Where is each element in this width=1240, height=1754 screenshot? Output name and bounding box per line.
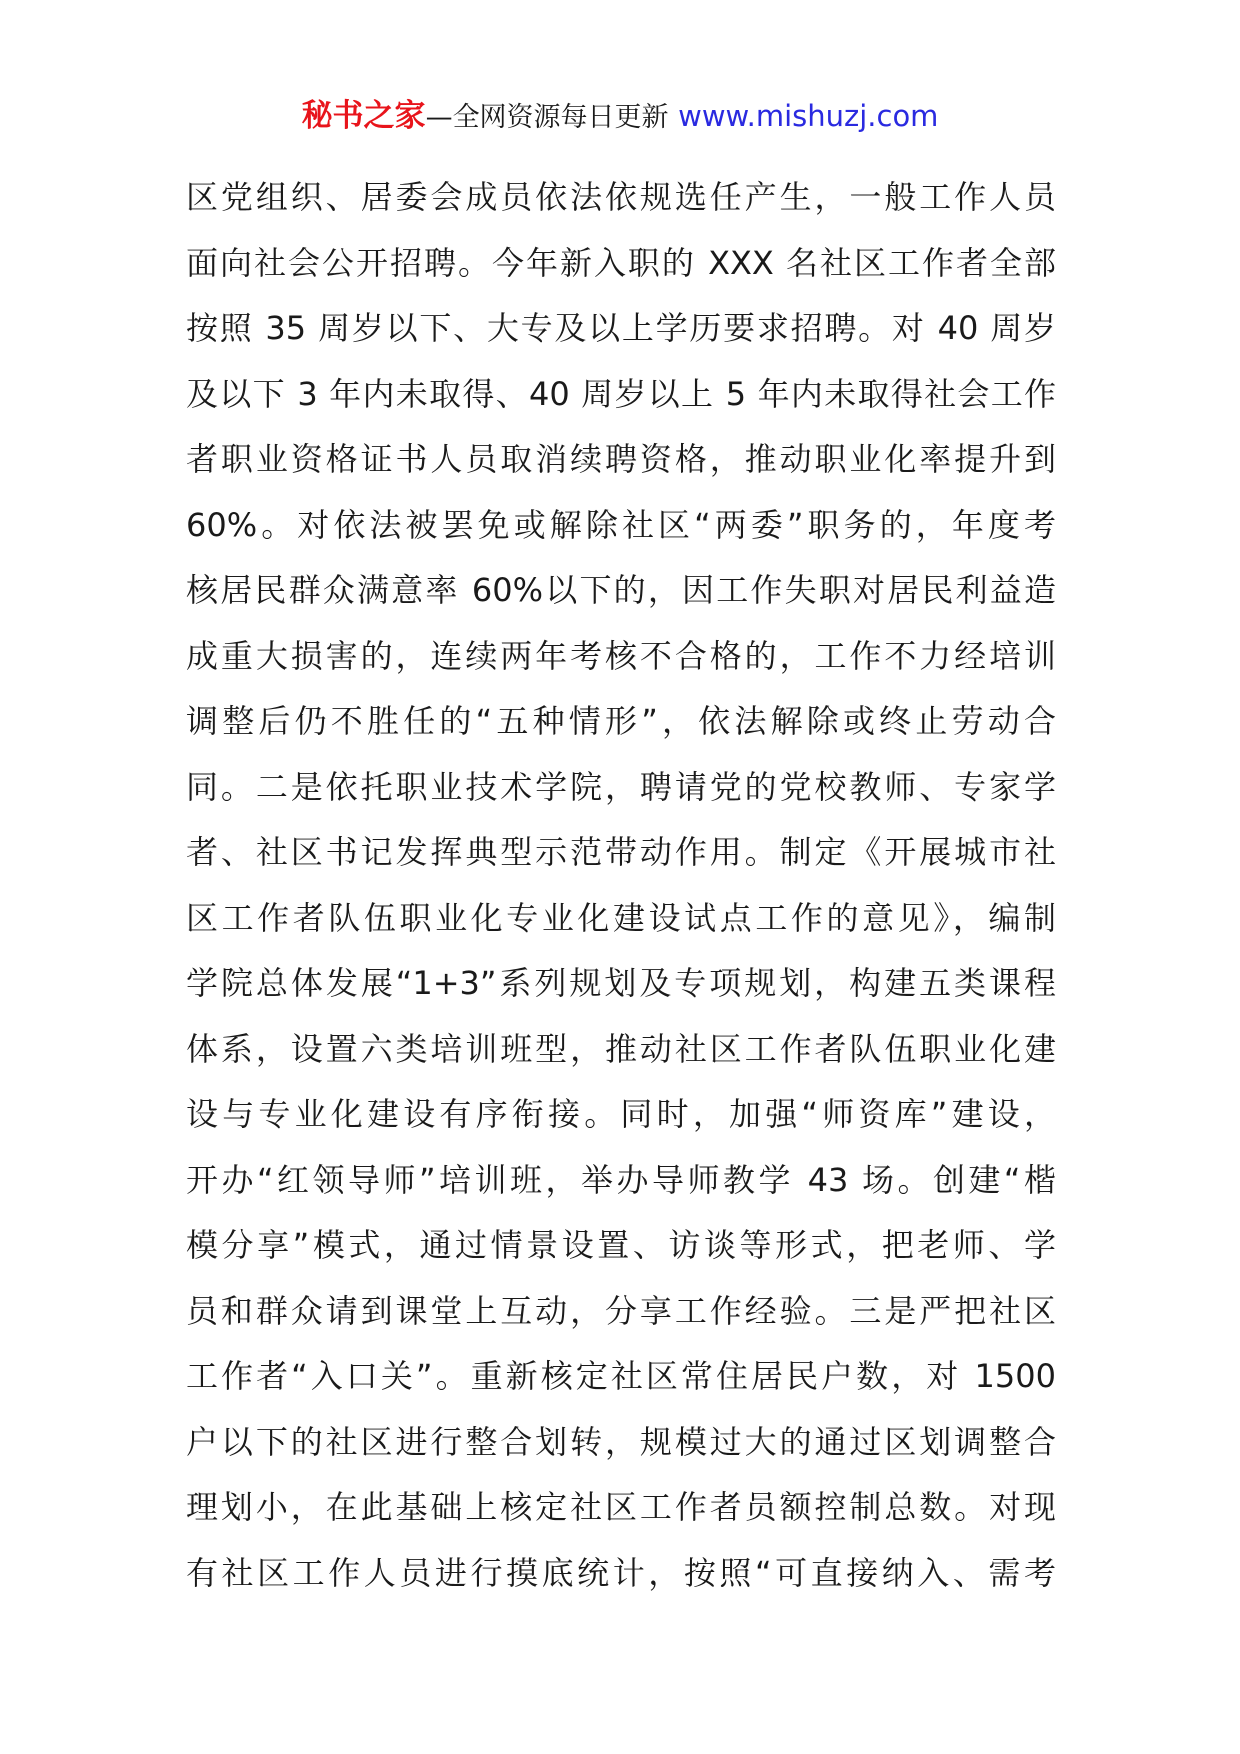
text-line: 核居民群众满意率 60%以下的，因工作失职对居民利益造 <box>186 571 1056 609</box>
text-line: 成重大损害的，连续两年考核不合格的，工作不力经培训 <box>186 636 1056 675</box>
text-line: 60%。对依法被罢免或解除社区“两委”职务的，年度考 <box>186 505 1056 544</box>
text-line: 设与专业化建设有序衔接。同时，加强“师资库”建设， <box>186 1095 1056 1133</box>
text-line: 同。二是依托职业技术学院，聘请党的党校教师、专家学 <box>186 767 1056 806</box>
text-line: 工作者“入口关”。重新核定社区常住居民户数，对 1500 <box>186 1357 1056 1395</box>
text-line: 体系，设置六类培训班型，推动社区工作者队伍职业化建 <box>186 1029 1056 1068</box>
text-line: 者职业资格证书人员取消续聘资格，推动职业化率提升到 <box>186 440 1056 478</box>
text-line: 调整后仍不胜任的“五种情形”，依法解除或终止劳动合 <box>186 702 1056 740</box>
document-body <box>186 165 1056 1606</box>
page-header <box>0 96 1240 138</box>
text-line: 有社区工作人员进行摸底统计，按照“可直接纳入、需考 <box>186 1553 1056 1592</box>
text-line: 者、社区书记发挥典型示范带动作用。制定《开展城市社 <box>186 833 1056 871</box>
text-line: 及以下 3 年内未取得、40 周岁以上 5 年内未取得社会工作 <box>186 374 1056 413</box>
text-line: 学院总体发展“1+3”系列规划及专项规划，构建五类课程 <box>186 964 1056 1002</box>
text-line: 按照 35 周岁以下、大专及以上学历要求招聘。对 40 周岁 <box>186 309 1056 347</box>
website-link[interactable]: www.mishuzj.com <box>678 99 939 133</box>
text-line: 理划小，在此基础上核定社区工作者员额控制总数。对现 <box>186 1488 1056 1526</box>
text-line: 员和群众请到课堂上互动，分享工作经验。三是严把社区 <box>186 1291 1056 1330</box>
brand-name: 秘书之家 <box>301 98 426 134</box>
text-line: 开办“红领导师”培训班，举办导师教学 43 场。创建“楷 <box>186 1160 1056 1199</box>
text-line: 区工作者队伍职业化专业化建设试点工作的意见》，编制 <box>186 898 1056 937</box>
header-tagline: —全网资源每日更新 <box>425 102 669 133</box>
text-line: 区党组织、居委会成员依法依规选任产生，一般工作人员 <box>186 178 1056 216</box>
text-line: 户以下的社区进行整合划转，规模过大的通过区划调整合 <box>186 1422 1056 1461</box>
text-line: 模分享”模式，通过情景设置、访谈等形式，把老师、学 <box>186 1226 1056 1264</box>
text-line: 面向社会公开招聘。今年新入职的 XXX 名社区工作者全部 <box>186 243 1056 282</box>
